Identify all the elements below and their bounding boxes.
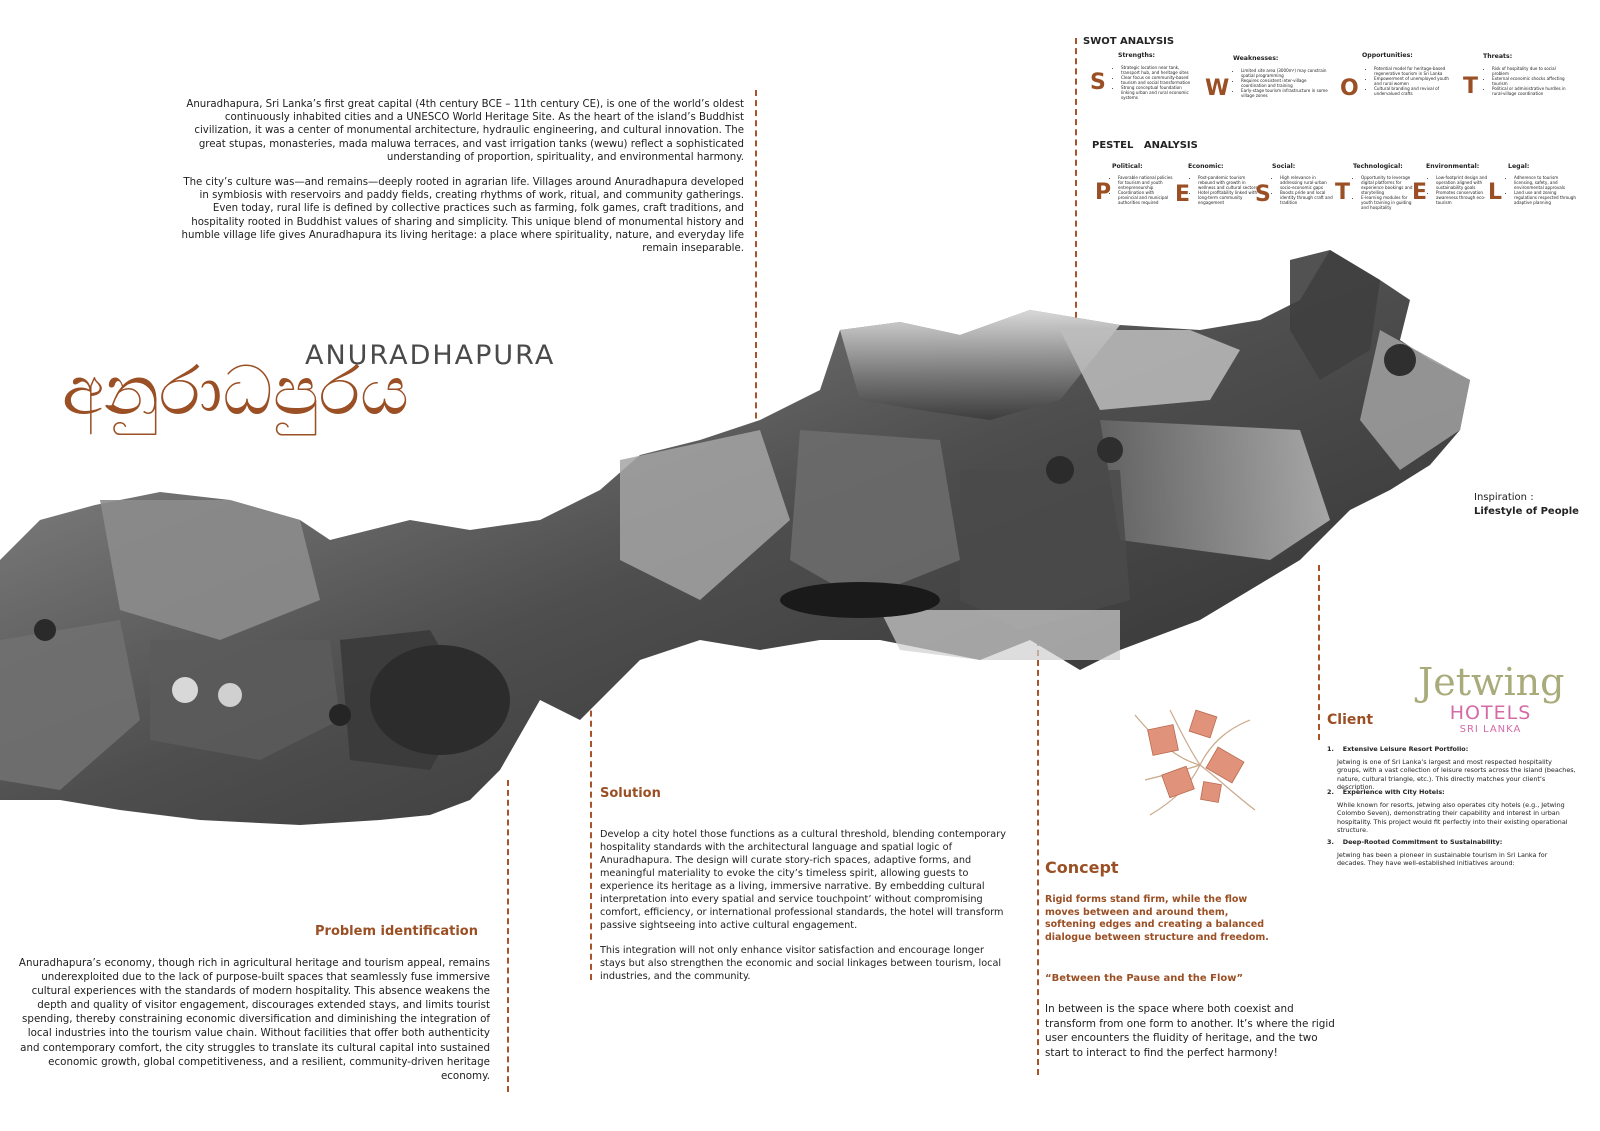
client-point-text: Jetwing has been a pioneer in sustainable tourism in Sri Lanka for decades. They have well-established initiatives around: xyxy=(1337,851,1548,868)
pestel-letter-t: T xyxy=(1335,180,1351,205)
swot-letter-t: T xyxy=(1463,74,1479,99)
title-latin: ANURADHAPURA xyxy=(305,340,556,371)
pestel-label-social: Social: xyxy=(1272,163,1296,170)
client-point-2 xyxy=(1327,788,1577,834)
swot-item: • Political or administrative hurdles in rural-village coordination xyxy=(1492,86,1569,96)
swot-item: • External economic shocks affecting tourism xyxy=(1492,76,1569,86)
swot-item: • Empowerment of unemployed youth and rural women xyxy=(1374,76,1451,86)
intro-paragraph-1: Anuradhapura, Sri Lanka’s first great capital (4th century BCE – 11th century CE), is one of the world’s oldest continuously inhabited cities and a UNESCO World Heritage Site. As the heart of the island’s Buddhist civilization, it was a center of monumental architecture, hydraulic engineering, and cultural innovation. The great stupas, monasteries, mada maluwa terraces, and vast irrigation tanks (wewu) reflect a sophisticated understanding of proportion, spirituality, and environmental harmony. xyxy=(186,99,744,163)
concept-paragraph-2: In between is the space where both coexist and transform from one form to another. It’s where the rigid user encounters the fluidity of heritage, and the two start to interact to find the perfect harmony! xyxy=(1045,1003,1335,1059)
swot-letter-s: S xyxy=(1090,70,1106,95)
logo-jetwing: Jetwing xyxy=(1418,660,1565,704)
swot-item: • Potential model for heritage-based regenerative tourism in Sri Lanka xyxy=(1374,66,1451,76)
pestel-list-social xyxy=(1272,175,1337,205)
pestel-list-political xyxy=(1110,175,1175,205)
client-point-text: Jetwing is one of Sri Lanka’s largest and most respected hospitality groups, with a vast collection of leisure resorts across the island (beaches, nature, cultural triangle, etc.). This directly matches your client’s description. xyxy=(1337,758,1576,791)
solution-paragraph-1: Develop a city hotel those functions as a cultural threshold, blending contemporary hospitality standards with the architectural language and spatial logic of Anuradhapura. The design will curate story-rich spaces, adaptive forms, and meaningful materiality to evoke the city’s timeless spirit, allowing guests to experience its heritage as a living, immersive narrative. By embedding cultural interpretation into every spatial and service touchpoint’ without compromising comfort, efficiency, or international professional standards, the hotel will transform passive sightseeing into active cultural engagement. xyxy=(600,829,1006,931)
swot-heading: SWOT ANALYSIS xyxy=(1083,36,1175,47)
concept-quote: “Between the Pause and the Flow” xyxy=(1045,973,1244,984)
pestel-list-economic xyxy=(1190,175,1262,205)
swot-list-weaknesses xyxy=(1233,68,1328,98)
client-point-3 xyxy=(1327,838,1577,868)
pestel-label-technological: Technological: xyxy=(1353,163,1403,170)
client-logo xyxy=(1418,662,1563,736)
pestel-item: • Boosts pride and local identity through craft and tradition xyxy=(1280,190,1337,205)
pestel-item: • Hotel profitability linked with long-term community engagement xyxy=(1198,190,1262,205)
concept-sketch xyxy=(1130,705,1260,820)
pestel-heading: PESTEL ANALYSIS xyxy=(1092,140,1198,151)
pestel-item: • E-learning modules for youth training in guiding and hospitality xyxy=(1361,195,1413,210)
pestel-item: • Low-footprint design and operation aligned with sustainability goals xyxy=(1436,175,1490,190)
client-point-text: While known for resorts, Jetwing also operates city hotels (e.g., Jetwing Colombo Seven), demonstrating their capability and interest in urban hospitality. This project would fit perfectly into their existing operational structure. xyxy=(1337,801,1568,834)
pestel-letter-e: E xyxy=(1175,182,1191,207)
pestel-label-political: Political: xyxy=(1112,163,1143,170)
swot-list-strengths xyxy=(1113,65,1193,100)
swot-item: • Requires consistent inter-village coordination and training xyxy=(1241,78,1328,88)
pestel-label-environmental: Environmental: xyxy=(1426,163,1480,170)
pestel-item: • Adherence to tourism licensing, safety, and environmental approvals xyxy=(1514,175,1578,190)
swot-item: • Clear focus on community-based tourism and social transformation xyxy=(1121,75,1193,85)
pestel-item: • Post-pandemic tourism rebound with growth in wellness and cultural sectors xyxy=(1198,175,1262,190)
swot-item: • Limited site area (3000m²) may constrain spatial programming xyxy=(1241,68,1328,78)
pestel-label-legal: Legal: xyxy=(1508,163,1530,170)
swot-item: • Strategic location near tank, transport hub, and heritage sites xyxy=(1121,65,1193,75)
swot-letter-w: W xyxy=(1205,76,1230,101)
pestel-item: • Coordination with provincial and municipal authorities required xyxy=(1118,190,1175,205)
pestel-item: • Opportunity to leverage digital platforms for experience bookings and storytelling xyxy=(1361,175,1413,195)
swot-letter-o: O xyxy=(1340,76,1359,101)
client-point-title: Deep-Rooted Commitment to Sustainability: xyxy=(1342,838,1503,846)
client-point-num: 1. xyxy=(1327,745,1334,753)
swot-label-weaknesses: Weaknesses: xyxy=(1233,55,1279,62)
pestel-letter-s: S xyxy=(1255,182,1271,207)
concept-paragraph-1: Rigid forms stand firm, while the flow moves between and around them, softening edges and creating a balanced dialogue between structure and freedom. xyxy=(1045,894,1269,943)
pestel-letter-p: P xyxy=(1095,180,1112,205)
swot-item: • Early-stage tourism infrastructure in some village zones xyxy=(1241,88,1328,98)
inspiration-label: Inspiration : xyxy=(1474,492,1534,503)
solution-paragraph-2: This integration will not only enhance visitor satisfaction and encourage longer stays but also strengthen the economic and social linkages between tourism, local industries, and the community. xyxy=(600,945,1002,982)
pestel-label-economic: Economic: xyxy=(1188,163,1224,170)
problem-paragraph: Anuradhapura’s economy, though rich in agricultural heritage and tourism appeal, remains underexploited due to the lack of purpose-built spaces that seamlessly fuse immersive cultural experiences with the standards of modern hospitality. This absence weakens the depth and quality of visitor engagement, discourages extended stays, and limits tourist spending, thereby constraining economic diversification and diminishing the integration of local industries into the tourism value chain. Without facilities that offer both authenticity and contemporary comfort, the city struggles to translate its cultural capital into sustained economic growth, global competitiveness, and a resilient, community-driven heritage economy. xyxy=(18,957,490,1082)
pestel-item: • Favorable national policies for tourism and youth entrepreneurship xyxy=(1118,175,1175,190)
pestel-letter-l: L xyxy=(1488,180,1503,205)
swot-label-strengths: Strengths: xyxy=(1118,52,1156,59)
swot-item: • Risk of hospitality due to social problem xyxy=(1492,66,1569,76)
swot-list-threats xyxy=(1484,66,1569,96)
client-point-num: 3. xyxy=(1327,838,1334,846)
pestel-list-environmental xyxy=(1428,175,1490,205)
concept-heading: Concept xyxy=(1045,858,1119,877)
client-point-num: 2. xyxy=(1327,788,1334,796)
swot-label-opportunities: Opportunities: xyxy=(1362,52,1413,59)
pestel-item: • Land use and zoning regulations respected through adaptive planning xyxy=(1514,190,1578,205)
logo-country: SRI LANKA xyxy=(1459,724,1522,735)
client-point-title: Experience with City Hotels: xyxy=(1342,788,1445,796)
pestel-item: • High relevance in addressing rural-urban socio-economic gaps xyxy=(1280,175,1337,190)
title-sinhala: අනුරාධපුරය xyxy=(62,352,409,431)
pestel-item: • Promotes conservation awareness through eco-tourism xyxy=(1436,190,1490,205)
pestel-letter-e2: E xyxy=(1412,180,1428,205)
pestel-list-technological xyxy=(1353,175,1413,210)
client-heading: Client xyxy=(1327,712,1374,728)
swot-item: • Cultural branding and revival of undervalued crafts xyxy=(1374,86,1451,96)
intro-paragraph-2: The city’s culture was—and remains—deeply rooted in agrarian life. Villages around Anuradhapura developed in symbiosis with reservoirs and paddy fields, creating rhythms of work, ritual, and community gatherings. Even today, rural life is defined by collective practices such as farming, folk games, craft traditions, and hospitality rooted in Buddhist values of sharing and simplicity. This unique blend of monumental history and humble village life gives Anuradhapura its living heritage: a place where spirituality, nature, and everyday life remain inseparable. xyxy=(181,177,744,255)
client-point-title: Extensive Leisure Resort Portfolio: xyxy=(1342,745,1469,753)
swot-list-opportunities xyxy=(1366,66,1451,96)
problem-heading: Problem identification xyxy=(315,924,478,939)
swot-label-threats: Threats: xyxy=(1483,53,1513,60)
client-point-1 xyxy=(1327,745,1577,791)
logo-hotels: HOTELS xyxy=(1449,702,1532,724)
swot-item: • Strong conceptual foundation linking urban and rural economic systems xyxy=(1121,85,1193,100)
inspiration-text: Lifestyle of People xyxy=(1474,506,1579,517)
solution-heading: Solution xyxy=(600,786,661,801)
pestel-list-legal xyxy=(1506,175,1578,205)
